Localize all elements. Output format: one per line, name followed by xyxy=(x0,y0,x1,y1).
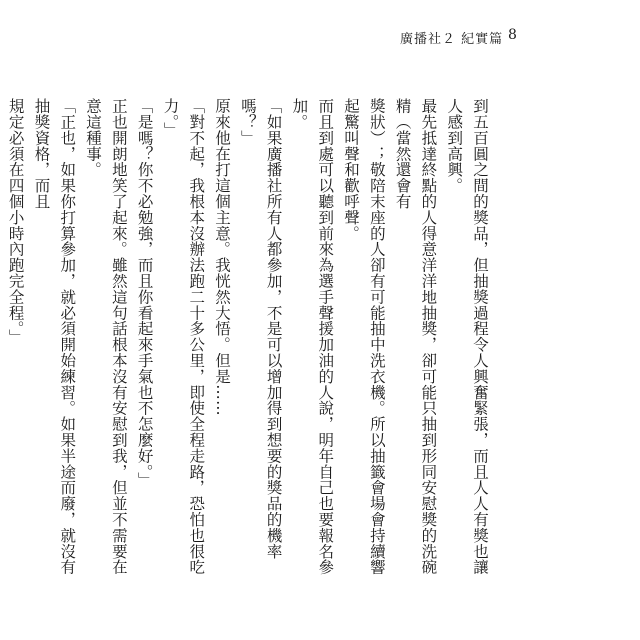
text-column: 「是嗎？你不必勉強，而且你看起來手氣也不怎麼好。」 xyxy=(135,98,154,488)
page-header xyxy=(0,28,640,50)
text-column: 而且到處可以聽到前來為選手聲援加油的人說，明年自己也要報名參加。 xyxy=(290,98,335,575)
page-number: 8 xyxy=(508,27,517,43)
text-column: 原來他在打這個主意。我恍然大悟。但是…… xyxy=(213,98,232,416)
text-column: 「如果廣播社所有人都參加，不是可以增加得到想要的獎品的機率嗎？」 xyxy=(238,98,283,560)
text-column: 規定必須在四個小時內跑完全程。」 xyxy=(6,98,25,345)
text-column: 到五百圓之間的獎品，但抽獎過程令人興奮緊張，而且人人有獎也讓人感到高興。 xyxy=(445,98,489,575)
running-title: 廣播社２ 紀實篇 xyxy=(400,32,504,47)
text-column: 正也開朗地笑了起來。雖然這句話根本沒有安慰到我，但並不需要在意這種事。 xyxy=(84,98,128,575)
vertical-text-body xyxy=(0,98,492,578)
text-column: 「正也，如果你打算參加，就必須開始練習。如果半途而廢，就沒有抽獎資格，而且 xyxy=(32,98,77,575)
text-column: 「對不起，我根本沒辦法跑二十多公里，即使全程走路，恐怕也很吃力。」 xyxy=(161,98,206,575)
text-column: 最先抵達終點的人得意洋洋地抽獎，卻可能只抽到形同安慰獎的洗碗精（當然還會有 xyxy=(393,98,438,575)
text-column: 獎狀）；敬陪末座的人卻有可能抽中洗衣機。所以抽籤會場會持續響起驚叫聲和歡呼聲。 xyxy=(342,98,386,575)
